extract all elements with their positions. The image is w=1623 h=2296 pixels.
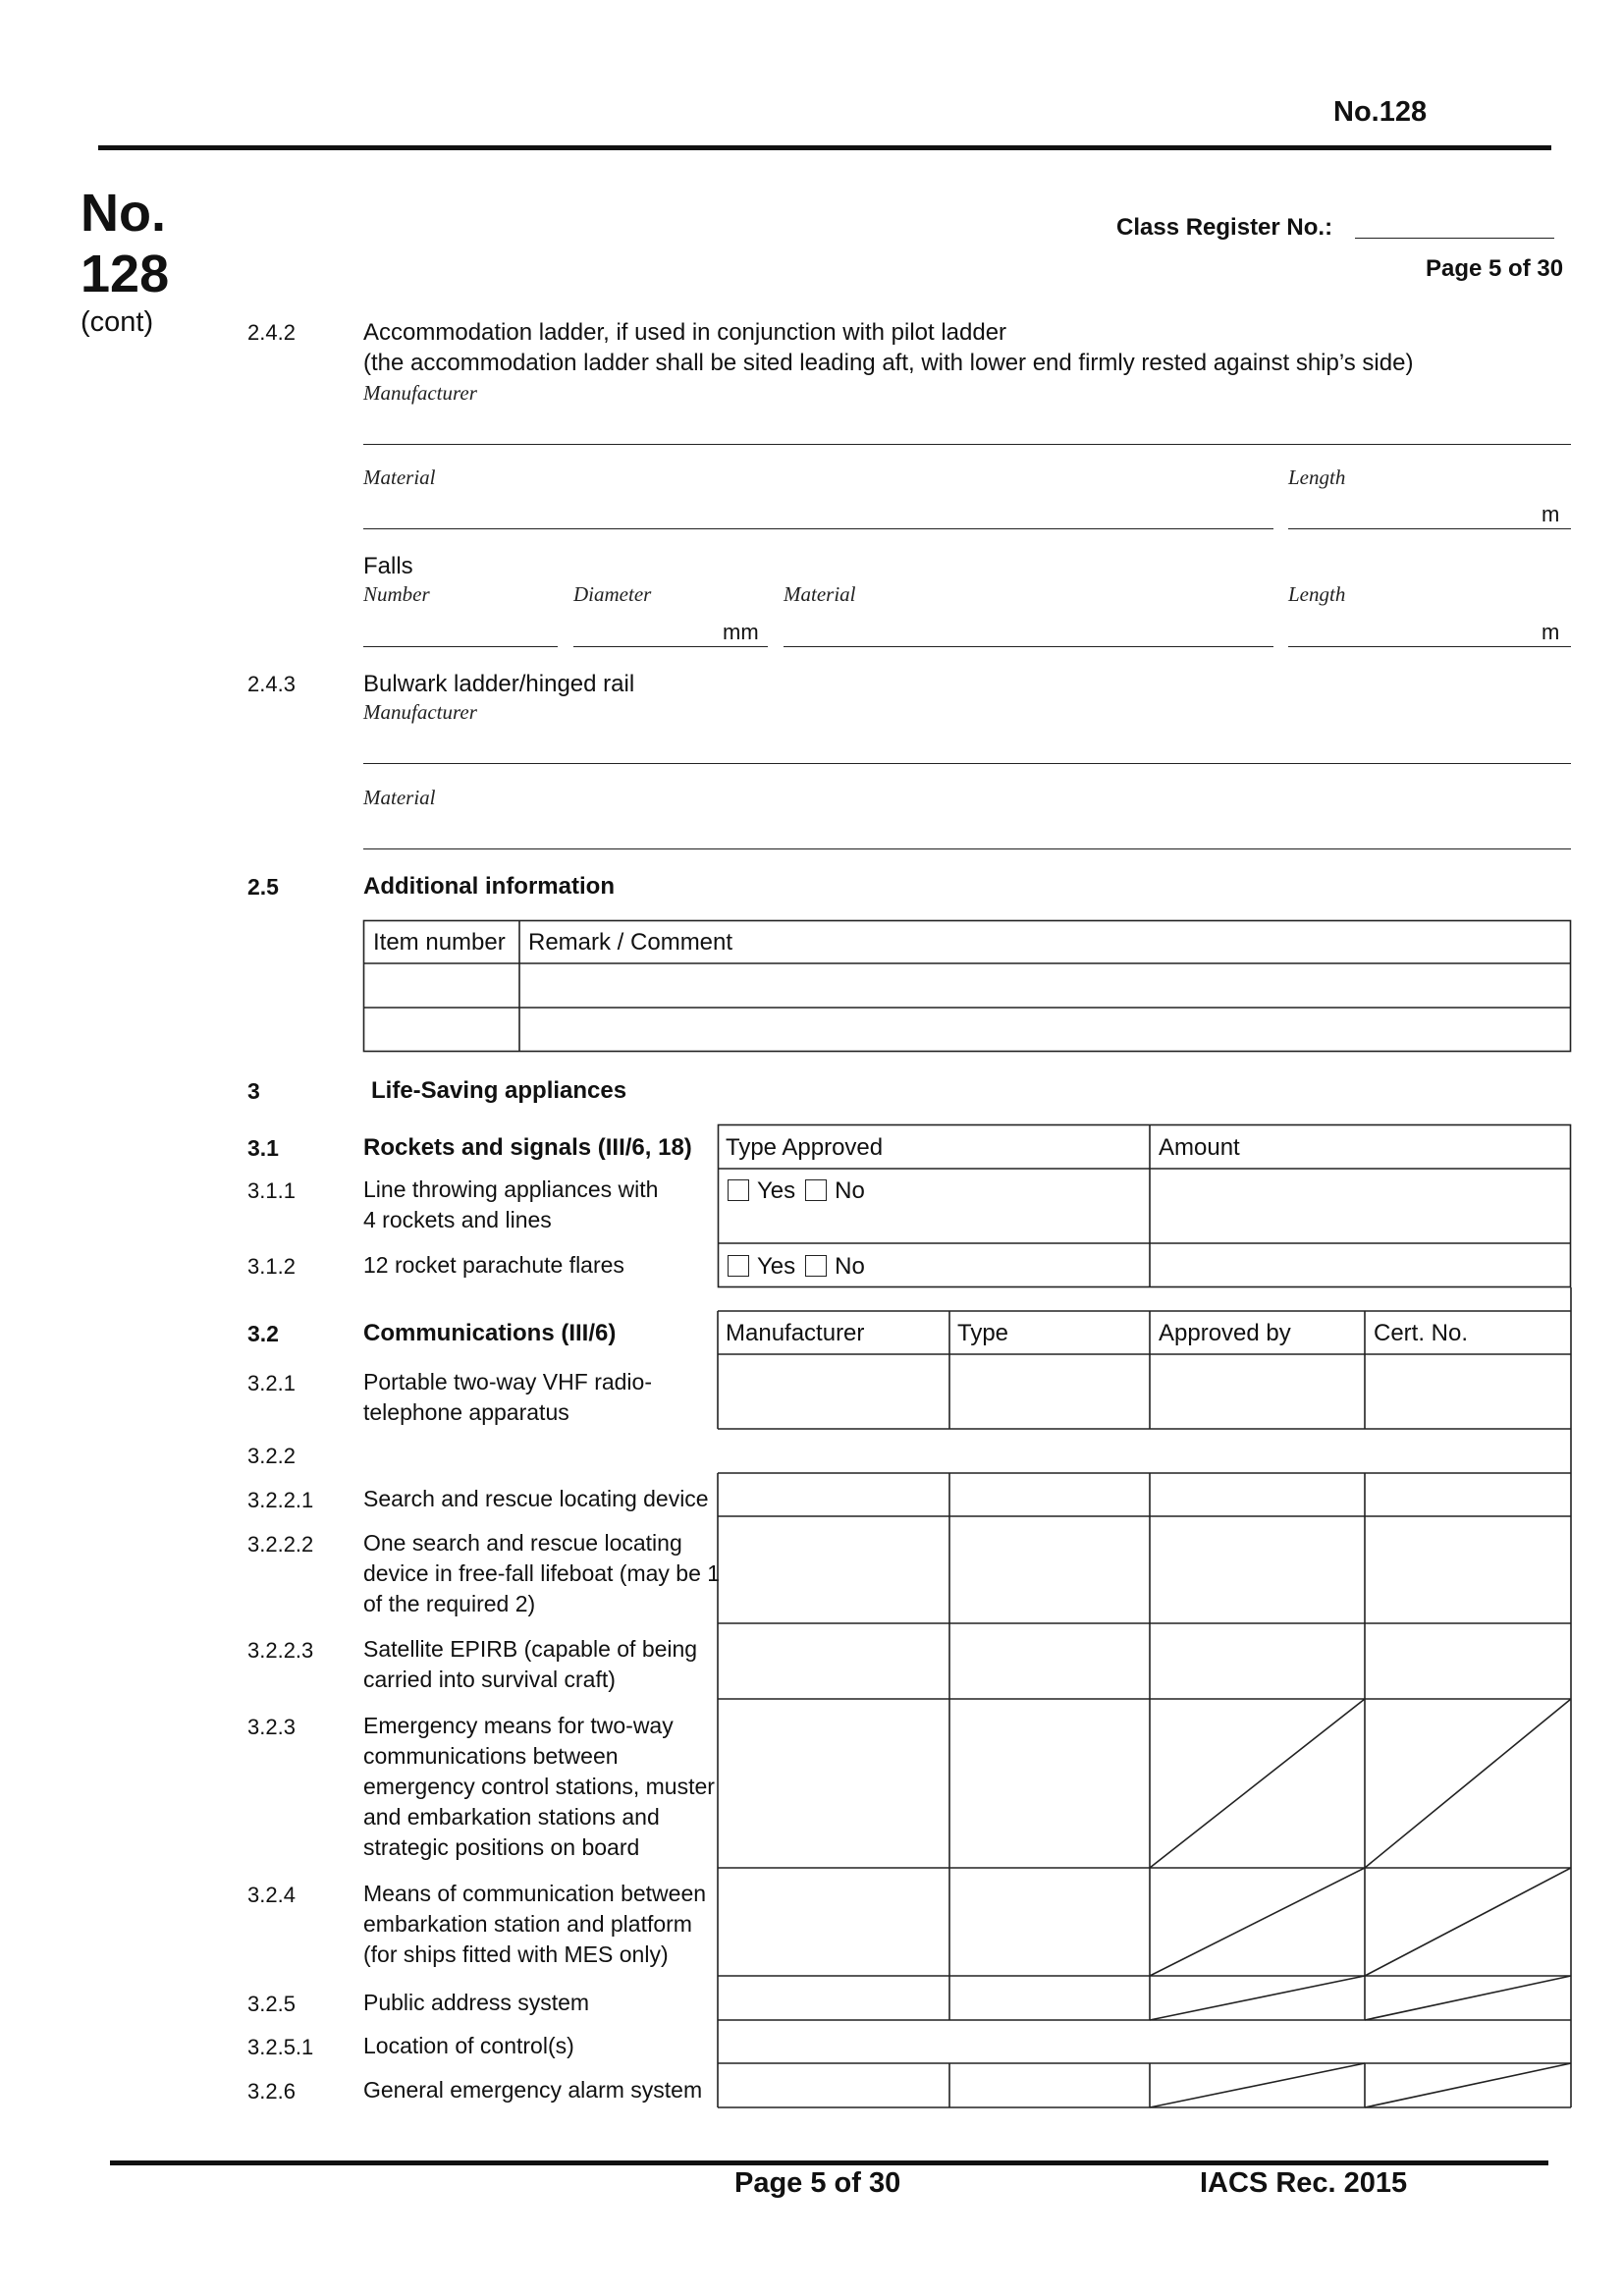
strike-326-approved (1150, 2063, 1365, 2107)
remarks-table-border (364, 921, 1571, 1052)
s311-label-1: Line throwing appliances with (363, 1176, 659, 1202)
strike-325-cert (1365, 1976, 1571, 2020)
s311-yes-label: Yes (757, 1177, 796, 1204)
s242-num: 2.4.2 (247, 320, 296, 345)
comm-row-label-line: embarkation station and platform (363, 1911, 692, 1937)
s243-title: Bulwark ladder/hinged rail (363, 671, 635, 697)
s242-title-2: (the accommodation ladder shall be sited leading aft, with lower end firmly rested against ship’s side) (363, 350, 1414, 376)
strike-323-cert (1365, 1699, 1571, 1868)
comm-row-num: 3.2.5 (247, 1992, 296, 2016)
strike-326-cert (1365, 2063, 1571, 2107)
col-type-approved: Type Approved (726, 1134, 884, 1161)
s312-no-label: No (835, 1253, 865, 1280)
s3-num: 3 (247, 1078, 260, 1104)
strike-325-approved (1150, 1976, 1365, 2020)
s242-length-label: Length (1288, 465, 1346, 489)
s312-num: 3.1.2 (247, 1254, 296, 1279)
falls-number-label: Number (363, 582, 430, 606)
s242-manufacturer-label: Manufacturer (363, 381, 477, 405)
comm-row-label-line: communications between (363, 1743, 619, 1769)
comm-row-num: 3.2.2.3 (247, 1638, 314, 1663)
footer-page: Page 5 of 30 (734, 2167, 901, 2199)
comm-row-label-line: device in free-fall lifeboat (may be 1 (363, 1560, 721, 1586)
comm-row-num: 3.2.6 (247, 2079, 296, 2104)
comm-row-num: 3.2.2 (247, 1444, 296, 1468)
col-item-number: Item number (373, 929, 506, 956)
col-type: Type (957, 1320, 1009, 1346)
s312-label: 12 rocket parachute flares (363, 1252, 624, 1278)
comm-row-label-line: Satellite EPIRB (capable of being (363, 1636, 698, 1662)
s25-num: 2.5 (247, 874, 279, 900)
s25-title: Additional information (363, 873, 615, 900)
s3-title: Life-Saving appliances (371, 1077, 627, 1104)
comm-row-num: 3.2.3 (247, 1715, 296, 1739)
comm-row-label-line: Portable two-way VHF radio- (363, 1369, 652, 1394)
col-approved-by: Approved by (1159, 1320, 1291, 1346)
comm-row-num: 3.2.4 (247, 1883, 296, 1907)
comm-row-label-line: Location of control(s) (363, 2033, 574, 2058)
s32-title: Communications (III/6) (363, 1320, 617, 1346)
footer-rule (110, 2160, 1548, 2165)
s31-title: Rockets and signals (III/6, 18) (363, 1134, 692, 1161)
s312-yes-label: Yes (757, 1253, 796, 1280)
s242-material-label: Material (363, 465, 436, 489)
s242-title-1: Accommodation ladder, if used in conjunction with pilot ladder (363, 319, 1007, 346)
comm-row-label-line: telephone apparatus (363, 1399, 569, 1425)
s243-num: 2.4.3 (247, 672, 296, 696)
col-manufacturer: Manufacturer (726, 1320, 865, 1346)
falls-diameter-label: Diameter (573, 582, 652, 606)
comm-row-num: 3.2.2.2 (247, 1532, 314, 1557)
comm-row-label-line: and embarkation stations and (363, 1804, 660, 1830)
col-cert-no: Cert. No. (1374, 1320, 1469, 1346)
s32-num: 3.2 (247, 1321, 279, 1346)
rockets-table-border (719, 1125, 1571, 1287)
s311-label-2: 4 rockets and lines (363, 1207, 552, 1232)
strike-324-approved (1150, 1868, 1365, 1976)
s311-no-label: No (835, 1177, 865, 1204)
side-cont: (cont) (81, 306, 154, 338)
comm-row-label-line: General emergency alarm system (363, 2077, 703, 2103)
s242-length-unit: m (1542, 502, 1560, 526)
comm-row-num: 3.2.2.1 (247, 1488, 314, 1512)
page-top: Page 5 of 30 (1426, 255, 1564, 282)
comm-row-label-line: One search and rescue locating (363, 1530, 682, 1556)
s31-num: 3.1 (247, 1135, 279, 1161)
footer-rec: IACS Rec. 2015 (1200, 2167, 1408, 2199)
comm-row-label-line: emergency control stations, muster (363, 1774, 715, 1799)
comm-row-label-line: (for ships fitted with MES only) (363, 1941, 669, 1967)
comm-row-num: 3.2.5.1 (247, 2035, 314, 2059)
s243-material-label: Material (363, 786, 436, 809)
comm-row-num: 3.2.1 (247, 1371, 296, 1395)
col-remark: Remark / Comment (528, 929, 733, 956)
s242-falls: Falls (363, 553, 413, 579)
side-number-line2: 128 (81, 245, 170, 303)
comm-row-label-line: Means of communication between (363, 1881, 707, 1906)
s243-manufacturer-label: Manufacturer (363, 700, 477, 724)
comm-row-label-line: Emergency means for two-way (363, 1713, 674, 1738)
class-register-label: Class Register No.: (1116, 214, 1333, 241)
comm-row-label-line: carried into survival craft) (363, 1667, 616, 1692)
doc-number: No.128 (1333, 96, 1428, 128)
side-number-line1: No. (81, 184, 166, 243)
strike-324-cert (1365, 1868, 1571, 1976)
comm-row-label-line: Public address system (363, 1990, 590, 2015)
falls-diameter-unit: mm (723, 620, 759, 644)
falls-length-label: Length (1288, 582, 1346, 606)
comm-row-label-line: Search and rescue locating device (363, 1486, 709, 1511)
strike-323-approved (1150, 1699, 1365, 1868)
col-amount: Amount (1159, 1134, 1240, 1161)
falls-material-label: Material (784, 582, 856, 606)
s311-num: 3.1.1 (247, 1178, 296, 1203)
comm-row-label-line: strategic positions on board (363, 1834, 640, 1860)
falls-length-unit: m (1542, 620, 1560, 644)
comm-row-label-line: of the required 2) (363, 1591, 536, 1616)
